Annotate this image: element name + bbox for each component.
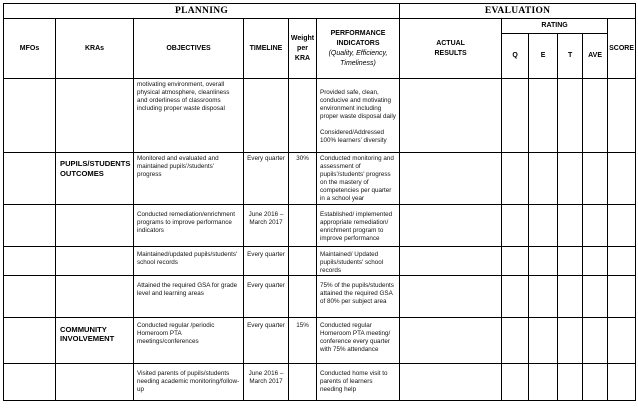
- rating-ave-cell[interactable]: [583, 153, 608, 205]
- score-cell[interactable]: [608, 317, 636, 363]
- mfo-cell: [4, 317, 56, 363]
- timeline-cell: Every quarter: [244, 275, 289, 317]
- actual-results-cell[interactable]: [400, 317, 502, 363]
- rating-e-cell[interactable]: [529, 79, 558, 153]
- actual-results-cell[interactable]: [400, 246, 502, 275]
- planning-header: PLANNING: [4, 4, 400, 19]
- rating-q-cell[interactable]: [502, 275, 529, 317]
- timeline-cell: June 2016 – March 2017: [244, 204, 289, 246]
- weight-cell: [289, 204, 317, 246]
- objective-cell: Maintained/updated pupils/students' school records: [134, 246, 244, 275]
- actual-results-cell[interactable]: [400, 79, 502, 153]
- performance-indicators-header: PERFORMANCE INDICATORS (Quality, Efficiency, Timeliness): [317, 19, 400, 79]
- objective-cell: Visited parents of pupils/students needing academic monitoring/follow-up: [134, 363, 244, 400]
- kra-cell: [56, 79, 134, 153]
- mfo-cell: [4, 204, 56, 246]
- objective-cell: Monitored and evaluated and maintained pupils'/students' progress: [134, 153, 244, 205]
- score-cell[interactable]: [608, 153, 636, 205]
- rating-t-cell[interactable]: [558, 79, 583, 153]
- rating-q-cell[interactable]: [502, 153, 529, 205]
- rating-ave-cell[interactable]: [583, 317, 608, 363]
- kra-cell: PUPILS/STUDENTS OUTCOMES: [56, 153, 134, 205]
- indicator-cell: Conducted monitoring and assessment of pupils'/students' progress on the mastery of competencies per quarter in a school year: [317, 153, 400, 205]
- table-row: [4, 204, 636, 246]
- rating-q-cell[interactable]: [502, 204, 529, 246]
- mfos-header: MFOs: [4, 19, 56, 79]
- rating-e-cell[interactable]: [529, 317, 558, 363]
- mfo-cell: [4, 153, 56, 205]
- rating-q-cell[interactable]: [502, 79, 529, 153]
- score-cell[interactable]: [608, 204, 636, 246]
- weight-cell: [289, 275, 317, 317]
- table-row: [4, 317, 636, 363]
- kra-cell: [56, 204, 134, 246]
- indicator-cell: Conducted regular Homeroom PTA meeting/ conference every quarter with 75% attendance: [317, 317, 400, 363]
- kras-header: KRAs: [56, 19, 134, 79]
- weight-cell: [289, 246, 317, 275]
- objective-cell: Conducted regular /periodic Homeroom PTA meetings/conferences: [134, 317, 244, 363]
- table-row: [4, 153, 636, 205]
- timeline-cell: Every quarter: [244, 153, 289, 205]
- score-header: SCORE: [608, 19, 636, 79]
- kra-cell: COMMUNITY INVOLVEMENT: [56, 317, 134, 363]
- actual-results-cell[interactable]: [400, 153, 502, 205]
- q-header: Q: [502, 34, 529, 79]
- objective-cell: motivating environment, overall physical atmosphere, cleanliness and orderliness of classrooms including proper waste disposal: [134, 79, 244, 153]
- rating-ave-cell[interactable]: [583, 79, 608, 153]
- rating-q-cell[interactable]: [502, 246, 529, 275]
- weight-cell: 30%: [289, 153, 317, 205]
- kra-cell: [56, 363, 134, 400]
- mfo-cell: [4, 246, 56, 275]
- rating-t-cell[interactable]: [558, 317, 583, 363]
- mfo-cell: [4, 275, 56, 317]
- table-row: [4, 79, 636, 153]
- rating-e-cell[interactable]: [529, 153, 558, 205]
- rating-e-cell[interactable]: [529, 204, 558, 246]
- indicator-cell: Established/ implemented appropriate remediation/ enrichment program to improve performance: [317, 204, 400, 246]
- indicator-text: Considered/Addressed 100% learners' diversity: [320, 129, 387, 145]
- rating-t-cell[interactable]: [558, 246, 583, 275]
- objectives-header: OBJECTIVES: [134, 19, 244, 79]
- rating-q-cell[interactable]: [502, 317, 529, 363]
- actual-results-header: ACTUAL RESULTS: [400, 19, 502, 79]
- kra-cell: [56, 275, 134, 317]
- t-header: T: [558, 34, 583, 79]
- rating-t-cell[interactable]: [558, 153, 583, 205]
- weight-cell: [289, 363, 317, 400]
- weight-cell: 15%: [289, 317, 317, 363]
- timeline-header: TIMELINE: [244, 19, 289, 79]
- table-row: [4, 246, 636, 275]
- evaluation-form: [3, 3, 636, 401]
- actual-results-cell[interactable]: [400, 363, 502, 400]
- mfo-cell: [4, 363, 56, 400]
- table-row: [4, 275, 636, 317]
- objective-cell: Conducted remediation/enrichment programs to improve performance indicators: [134, 204, 244, 246]
- timeline-cell: [244, 79, 289, 153]
- weight-cell: [289, 79, 317, 153]
- timeline-cell: Every quarter: [244, 317, 289, 363]
- rating-ave-cell[interactable]: [583, 246, 608, 275]
- actual-results-cell[interactable]: [400, 275, 502, 317]
- indicator-cell: 75% of the pupils/students attained the required GSA of 80% per subject area: [317, 275, 400, 317]
- indicator-text: Provided safe, clean, conducive and motivating environment including proper waste disposal daily: [320, 89, 396, 121]
- score-cell[interactable]: [608, 363, 636, 400]
- indicator-cell: [317, 79, 400, 153]
- rating-e-cell[interactable]: [529, 275, 558, 317]
- rating-e-cell[interactable]: [529, 246, 558, 275]
- rating-t-cell[interactable]: [558, 363, 583, 400]
- indicator-cell: Maintained/ Updated pupils/students' school records: [317, 246, 400, 275]
- e-header: E: [529, 34, 558, 79]
- score-cell[interactable]: [608, 275, 636, 317]
- ave-header: AVE: [583, 34, 608, 79]
- mfo-cell: [4, 79, 56, 153]
- score-cell[interactable]: [608, 246, 636, 275]
- actual-results-cell[interactable]: [400, 204, 502, 246]
- weight-header: Weight per KRA: [289, 19, 317, 79]
- evaluation-header: EVALUATION: [400, 4, 636, 19]
- objective-cell: Attained the required GSA for grade level and learning areas: [134, 275, 244, 317]
- rating-t-cell[interactable]: [558, 204, 583, 246]
- rating-ave-cell[interactable]: [583, 204, 608, 246]
- rating-ave-cell[interactable]: [583, 363, 608, 400]
- rating-e-cell[interactable]: [529, 363, 558, 400]
- timeline-cell: June 2016 – March 2017: [244, 363, 289, 400]
- performance-table: [3, 3, 636, 401]
- rating-q-cell[interactable]: [502, 363, 529, 400]
- timeline-cell: Every quarter: [244, 246, 289, 275]
- rating-t-cell[interactable]: [558, 275, 583, 317]
- kra-cell: [56, 246, 134, 275]
- table-row: [4, 363, 636, 400]
- indicator-cell: Conducted home visit to parents of learners needing help: [317, 363, 400, 400]
- rating-header: RATING: [502, 19, 608, 34]
- rating-ave-cell[interactable]: [583, 275, 608, 317]
- score-cell[interactable]: [608, 79, 636, 153]
